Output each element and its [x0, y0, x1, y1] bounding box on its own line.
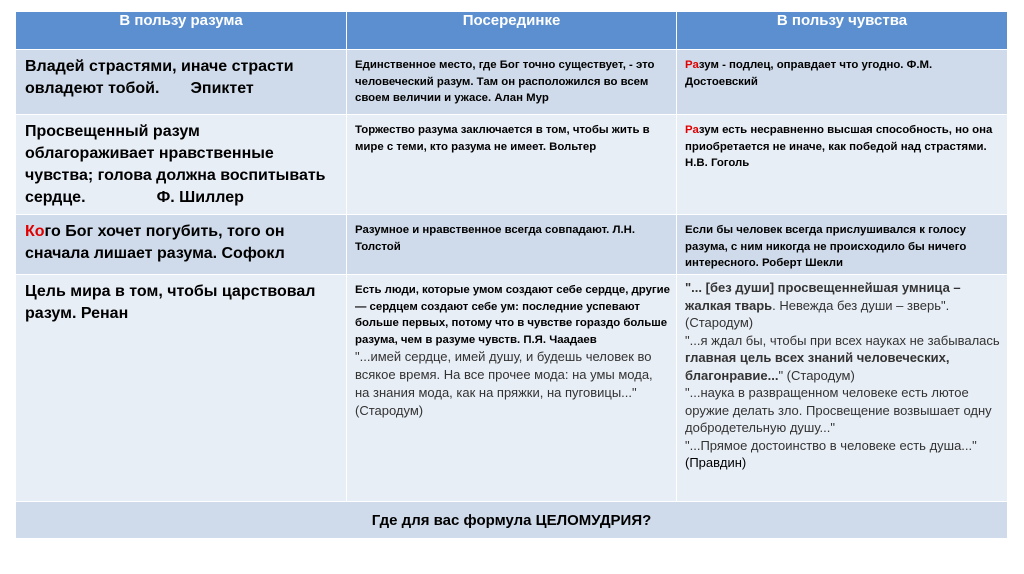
quote-middle: Единственное место, где Бог точно существует, - это человеческий разум. Там он расположился во всем своем величии и ужасе. Алан Мур — [347, 50, 677, 115]
quote-middle: Торжество разума заключается в том, чтобы жить в мире с теми, кто разума не имеет. Вольтер — [347, 115, 677, 215]
footer-question: Где для вас формула ЦЕЛОМУДРИЯ? — [16, 502, 1008, 539]
quote-feeling — [677, 115, 1008, 215]
table-row — [16, 215, 1008, 275]
red-letters: Ко — [25, 223, 45, 240]
quote-author: (Правдин) — [685, 455, 747, 470]
quote-text: Есть люди, которые умом создают себе сердце, другие — сердцем создают себе ум: последние успевают больше первых, потому что в чувстве гораздо больше разума, чем в разуме чувств. П.Я. Чаадаев — [355, 284, 671, 346]
quote-bold-part: главная цель всех знаний человеческих, благонравие... — [685, 350, 950, 383]
quote-reason — [16, 275, 347, 502]
quote-paragraph: "...наука в развращенном человеке есть лютое оружие делать зло. Просвещение возвышает одну добродетельную душу..." — [685, 385, 992, 435]
header-row — [16, 12, 1008, 50]
quote-line — [25, 221, 340, 243]
quote-bold-part: "... [без души] просвещеннейшая умница – жалкая тварь — [685, 280, 961, 313]
quote-paragraph — [685, 437, 1001, 472]
quote-middle — [347, 275, 677, 502]
quote-text: зум - подлец, оправдает что угодно. Ф.М. Достоевский — [685, 59, 933, 88]
quote-text: зум есть несравненно высшая способность, но она приобретается не иначе, как победой над страстями. Н.В. Гоголь — [685, 124, 993, 169]
quote-paragraph — [685, 332, 1001, 385]
quote-text: го Бог хочет погубить, того он — [44, 223, 285, 240]
red-letters: Ра — [685, 124, 699, 136]
header-reason: В пользу разума — [16, 12, 347, 50]
quote-normal-part: "...Прямое достоинство в человеке есть душа..." — [685, 437, 977, 453]
quote-line: чувства; голова должна воспитывать — [25, 167, 326, 184]
red-letters: Ра — [685, 59, 699, 71]
quote-line: сначала лишает разума. Софокл — [25, 245, 285, 262]
quote-text-extra: "...имей сердце, имей душу, и будешь человек во всякое время. На все прочее мода: на умы мода, на знания мода, как на пряжки, на пуговицы..." (Стародум) — [355, 349, 653, 418]
quote-normal-part: "...я ждал бы, чтобы при всех науках не забывалась — [685, 332, 1000, 348]
quote-normal-part: . Невежда без души – зверь". (Стародум) — [685, 297, 950, 330]
quote-line: сердце. Ф. Шиллер — [25, 189, 244, 206]
quote-reason — [16, 215, 347, 275]
quote-feeling: Если бы человек всегда прислушивался к голосу разума, с ним никогда не происходило бы ничего интересного. Роберт Шекли — [677, 215, 1008, 275]
quote-feeling — [677, 50, 1008, 115]
quote-line: овладеют тобой. Эпиктет — [25, 80, 254, 97]
quote-paragraph — [685, 279, 1001, 332]
table-row — [16, 115, 1008, 215]
quote-reason — [16, 115, 347, 215]
table-row — [16, 275, 1008, 502]
quote-line: Цель мира в том, чтобы царствовал — [25, 283, 316, 300]
quote-normal-part: " (Стародум) — [778, 367, 855, 383]
quote-line: Просвещенный разум — [25, 123, 200, 140]
quote-line: облагораживает нравственные — [25, 145, 274, 162]
header-feeling: В пользу чувства — [677, 12, 1008, 50]
quote-feeling — [677, 275, 1008, 502]
quote-middle: Разумное и нравственное всегда совпадают. Л.Н. Толстой — [347, 215, 677, 275]
quote-line: Владей страстями, иначе страсти — [25, 58, 294, 75]
table-row — [16, 50, 1008, 115]
quote-line: разум. Ренан — [25, 305, 129, 322]
header-middle: Посерединке — [347, 12, 677, 50]
footer-row — [16, 502, 1008, 539]
quote-reason — [16, 50, 347, 115]
quotes-table — [15, 11, 1008, 539]
